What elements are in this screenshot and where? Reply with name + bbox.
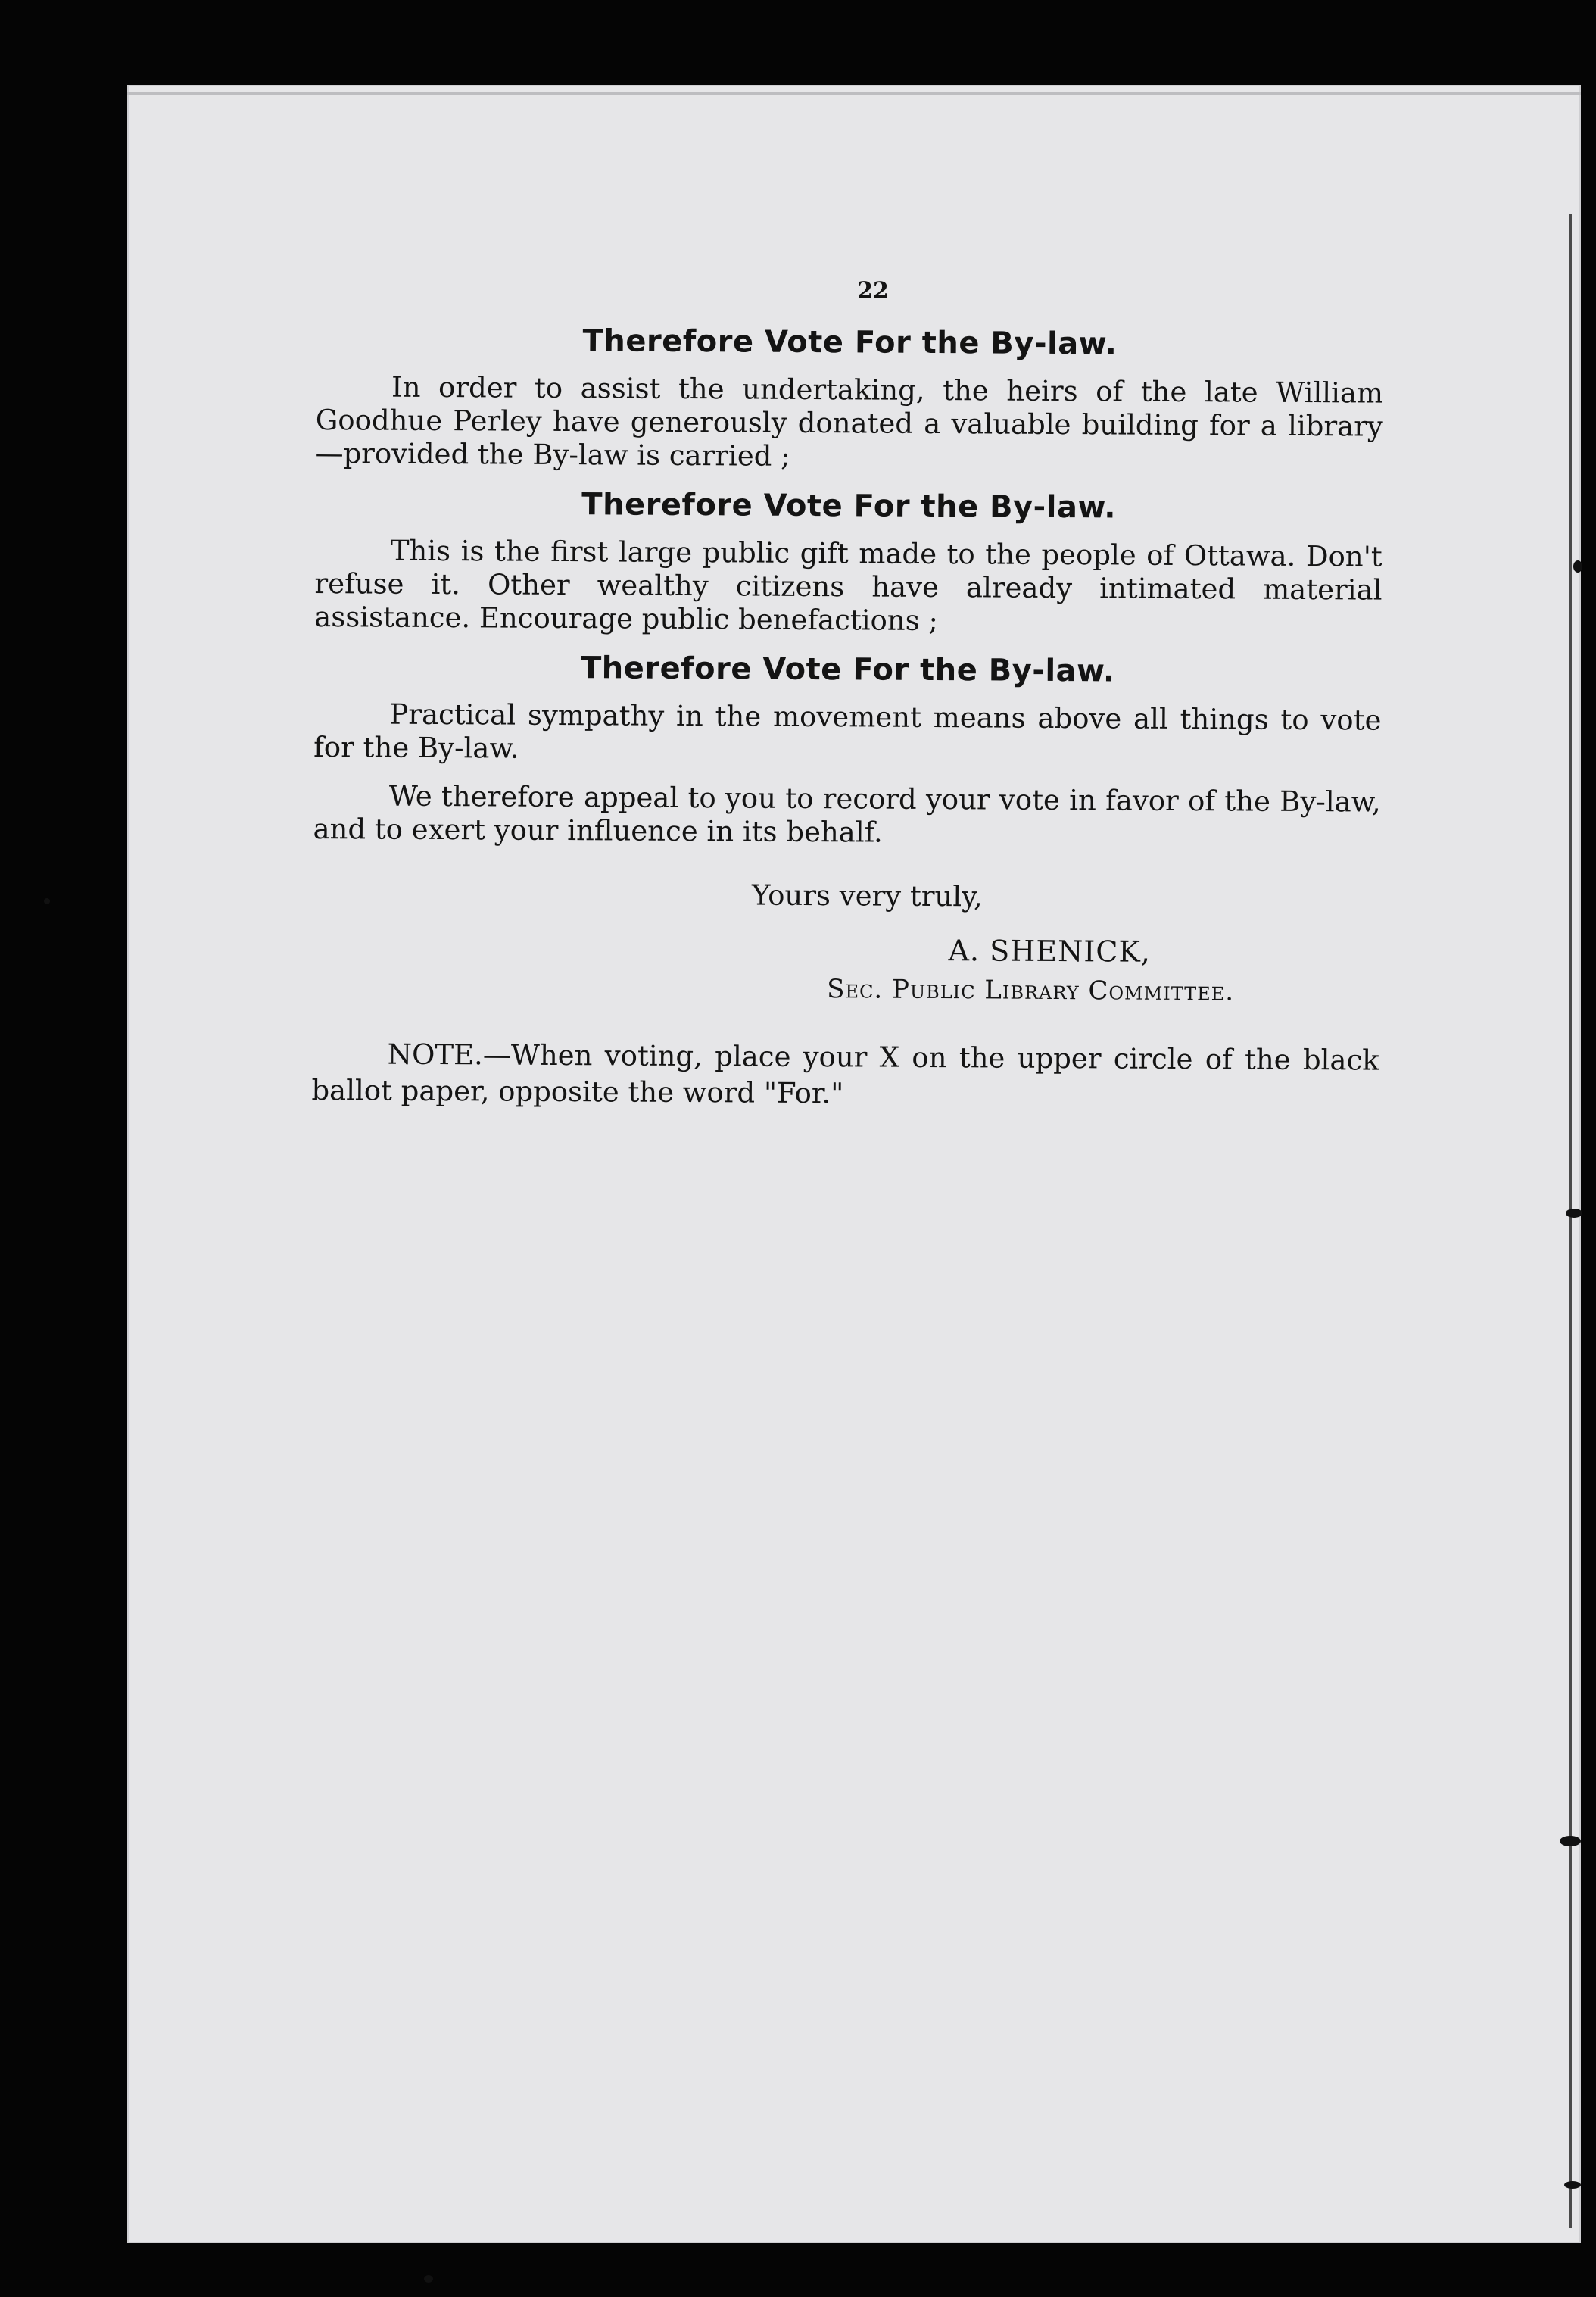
- signature-title: Sec. Public Library Committee.: [827, 974, 1235, 1007]
- section-paragraph: This is the first large public gift made to the people of Ottawa. Don't refuse it. Other wealthy citizens have already intimated material assistance. Encourage public benefactions ;: [314, 534, 1382, 638]
- section-heading: Therefore Vote For the By-law.: [580, 651, 1115, 689]
- section-heading: Therefore Vote For the By-law.: [582, 323, 1118, 362]
- page-edge-shadow: [1569, 214, 1572, 2228]
- section-paragraph: Practical sympathy in the movement means above all things to vote for the By-law.: [313, 698, 1382, 765]
- scan-speck: [44, 898, 50, 904]
- scan-speck: [1566, 1209, 1582, 1218]
- page-content: [311, 274, 1384, 1116]
- ballot-note: NOTE.—When voting, place your X on the upper circle of the black ballot paper, opposite the word "For.": [311, 1038, 1379, 1110]
- scan-speck: [1573, 560, 1582, 573]
- scan-speck: [1564, 2181, 1581, 2189]
- section-paragraph: In order to assist the undertaking, the heirs of the late William Goodhue Perley have generously donated a valuable building for a library—provided the By-law is carried ;: [315, 370, 1384, 473]
- closing-salutation: Yours very truly,: [751, 879, 983, 913]
- page-number: 22: [856, 277, 889, 304]
- document-page: [127, 85, 1581, 2243]
- appeal-paragraph: We therefore appeal to you to record your vote in favor of the By-law, and to exert your influence in its behalf.: [313, 779, 1381, 849]
- section-heading: Therefore Vote For the By-law.: [581, 487, 1117, 526]
- signature-name: A. SHENICK,: [948, 934, 1152, 969]
- scan-speck: [424, 2275, 433, 2283]
- page-edge: [127, 92, 1581, 95]
- scan-speck: [1560, 1836, 1581, 1846]
